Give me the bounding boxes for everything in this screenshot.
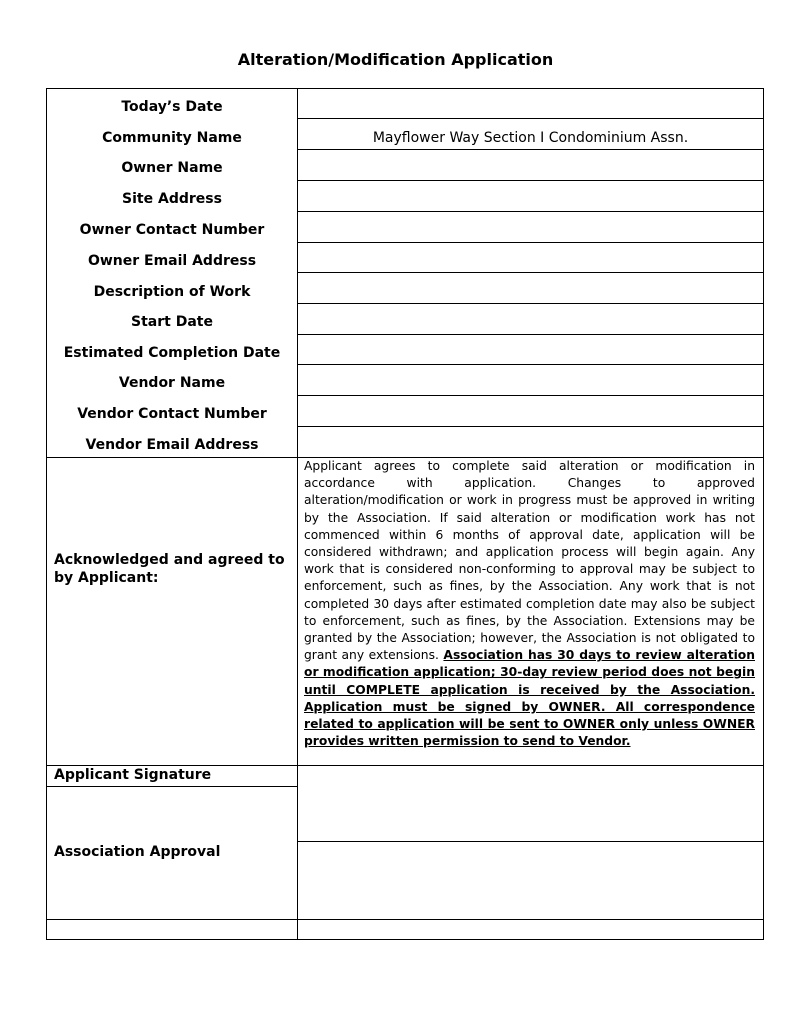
row-divider: [46, 786, 297, 787]
row-divider: [297, 272, 764, 273]
row-divider: [297, 334, 764, 335]
label-vendor-email-address: Vendor Email Address: [85, 437, 259, 453]
acknowledgement-bold-notice: Association has 30 days to review alteration or modification application; 30-day review period does not begin until COMPLETE application is received by the Association. Application must be signed by OWNER. All correspondence related to application will be sent to OWNER only unless OWNER provides written permission to send to Vendor.: [304, 648, 755, 749]
table-border-right: [763, 88, 764, 940]
label-site-address: Site Address: [122, 191, 222, 207]
row-divider: [297, 242, 764, 243]
row-divider: [297, 118, 764, 119]
form-title: Alteration/Modification Application: [237, 50, 554, 69]
label-vendor-contact-number: Vendor Contact Number: [77, 406, 267, 422]
row-divider: [46, 919, 764, 920]
label-todays-date: Today’s Date: [121, 99, 223, 115]
acknowledgement-text: [304, 458, 755, 750]
row-divider: [297, 303, 764, 304]
label-description-of-work: Description of Work: [93, 284, 251, 300]
applicant-signature-label: Applicant Signature: [54, 767, 212, 783]
row-divider: [297, 149, 764, 150]
applicant-signature-field[interactable]: [298, 766, 763, 841]
association-approval-field[interactable]: [298, 842, 763, 919]
row-divider: [297, 211, 764, 212]
acknowledgement-body: Applicant agrees to complete said alteration or modification in accordance with application. Changes to approved alteration/modification or work in progress must be approved in writing by the Association. If said alteration or modification work has not commenced within 6 months of approval date, application will be considered withdrawn; and application process will begin again. Any work that is considered non-conforming to approval may be subject to enforcement, such as fines, by the Association. Any work that is not completed 30 days after estimated completion date may also be subject to enforcement, such as fines, by the Association. Extensions may be granted by the Association; however, the Association is not obligated to grant any extensions.: [304, 459, 755, 663]
label-estimated-completion-date: Estimated Completion Date: [63, 345, 281, 361]
label-vendor-name: Vendor Name: [118, 375, 226, 391]
table-border-bottom: [46, 939, 764, 940]
table-border-left: [46, 88, 47, 940]
association-approval-label: Association Approval: [54, 844, 221, 860]
acknowledgement-label: Acknowledged and agreed to by Applicant:: [54, 552, 285, 586]
field-community-name[interactable]: Mayflower Way Section I Condominium Assn.: [372, 130, 689, 146]
row-divider: [297, 180, 764, 181]
label-community-name: Community Name: [102, 130, 242, 146]
row-divider: [297, 395, 764, 396]
label-start-date: Start Date: [131, 314, 213, 330]
label-owner-name: Owner Name: [121, 160, 223, 176]
table-border-top: [46, 88, 764, 89]
row-divider: [297, 364, 764, 365]
label-owner-email-address: Owner Email Address: [87, 253, 257, 269]
row-divider: [297, 426, 764, 427]
label-owner-contact-number: Owner Contact Number: [79, 222, 265, 238]
